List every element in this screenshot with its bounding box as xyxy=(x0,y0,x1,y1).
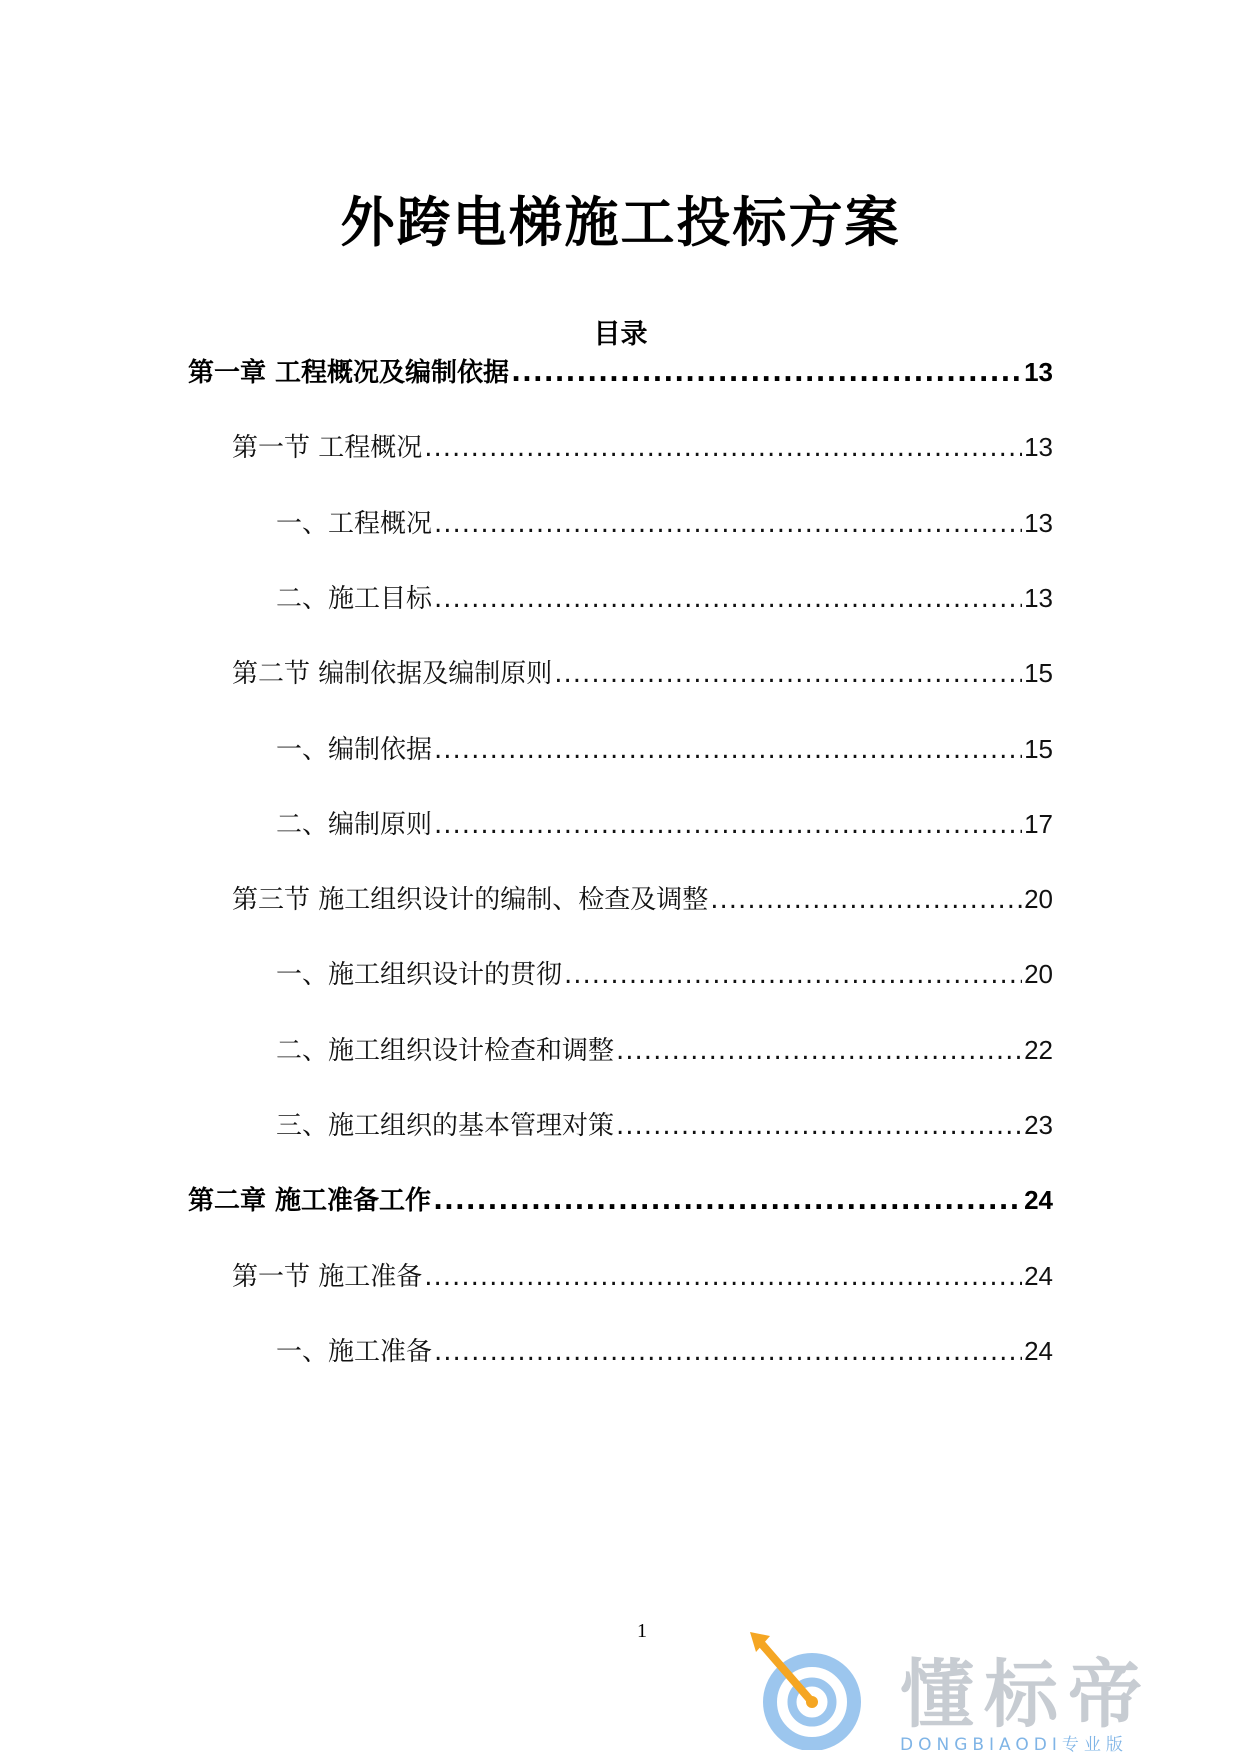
toc-leader-dots xyxy=(511,355,1022,391)
toc-leader-dots xyxy=(434,1334,1022,1370)
toc-entry-label: 一、编制依据 xyxy=(276,735,433,765)
toc-leader-dots xyxy=(616,1108,1022,1144)
toc-entry-page: 20 xyxy=(1024,884,1053,914)
toc-entry-page: 20 xyxy=(1024,959,1053,989)
toc-entry[interactable] xyxy=(276,1107,1053,1144)
toc-entry-label: 一、工程概况 xyxy=(276,509,433,539)
toc-entry-page: 22 xyxy=(1024,1035,1053,1065)
toc-entry-label: 二、编制原则 xyxy=(276,810,433,840)
toc-entry[interactable] xyxy=(276,1333,1053,1370)
watermark-subtitle: DONGBIAODI专业版 xyxy=(900,1735,1128,1755)
toc-entry-page: 13 xyxy=(1024,357,1053,387)
toc-leader-dots xyxy=(434,506,1022,542)
toc-leader-dots xyxy=(434,581,1022,617)
toc-entry-page: 13 xyxy=(1024,583,1053,613)
toc-entry[interactable] xyxy=(276,580,1053,617)
toc-leader-dots xyxy=(554,656,1022,692)
toc-entry[interactable] xyxy=(188,354,1053,391)
toc-entry-page: 23 xyxy=(1024,1110,1053,1140)
toc-leader-dots xyxy=(433,1183,1022,1219)
toc-entry[interactable] xyxy=(232,1258,1053,1295)
toc-entry-page: 17 xyxy=(1024,809,1053,839)
toc-entry-label: 第二节 编制依据及编制原则 xyxy=(232,659,553,689)
toc-entry-page: 13 xyxy=(1024,508,1053,538)
watermark-brand: 懂标帝 xyxy=(900,1652,1152,1738)
toc-entry[interactable] xyxy=(276,731,1053,768)
toc-entry-label: 一、施工准备 xyxy=(276,1337,433,1367)
toc-entry[interactable] xyxy=(276,505,1053,542)
toc-leader-dots xyxy=(564,957,1022,993)
toc-entry-label: 第一节 工程概况 xyxy=(232,433,423,463)
toc-entry-page: 15 xyxy=(1024,734,1053,764)
toc-entry-page: 24 xyxy=(1024,1336,1053,1366)
toc-leader-dots xyxy=(424,1259,1022,1295)
toc-entry-page: 13 xyxy=(1024,432,1053,462)
toc-entry-label: 第一章 工程概况及编制依据 xyxy=(188,358,510,388)
toc-leader-dots xyxy=(434,807,1022,843)
toc-entry-page: 24 xyxy=(1024,1185,1053,1215)
toc-entry-page: 24 xyxy=(1024,1261,1053,1291)
toc-leader-dots xyxy=(710,882,1022,918)
toc-entry[interactable] xyxy=(276,956,1053,993)
toc-heading: 目录 xyxy=(593,319,648,350)
toc-entry-label: 一、施工组织设计的贯彻 xyxy=(276,960,563,990)
toc-entry[interactable] xyxy=(188,1182,1053,1219)
toc-entry[interactable] xyxy=(276,806,1053,843)
toc-entry-label: 二、施工组织设计检查和调整 xyxy=(276,1036,615,1066)
page-number: 1 xyxy=(637,1620,647,1642)
toc-leader-dots xyxy=(424,430,1022,466)
document-title: 外跨电梯施工投标方案 xyxy=(340,191,901,254)
toc-entry-label: 第一节 施工准备 xyxy=(232,1262,423,1292)
toc-entry[interactable] xyxy=(232,655,1053,692)
target-dart-logo-icon xyxy=(740,1630,890,1750)
toc-leader-dots xyxy=(434,732,1022,768)
toc-leader-dots xyxy=(616,1033,1022,1069)
toc-entry-label: 第二章 施工准备工作 xyxy=(188,1186,432,1216)
toc-entry-page: 15 xyxy=(1024,658,1053,688)
watermark xyxy=(740,1630,1220,1755)
toc-entry-label: 第三节 施工组织设计的编制、检查及调整 xyxy=(232,885,709,915)
toc-entry-label: 三、施工组织的基本管理对策 xyxy=(276,1111,615,1141)
toc-entry[interactable] xyxy=(276,1032,1053,1069)
toc-entry[interactable] xyxy=(232,881,1053,918)
toc-entry-label: 二、施工目标 xyxy=(276,584,433,614)
toc-entry[interactable] xyxy=(232,429,1053,466)
